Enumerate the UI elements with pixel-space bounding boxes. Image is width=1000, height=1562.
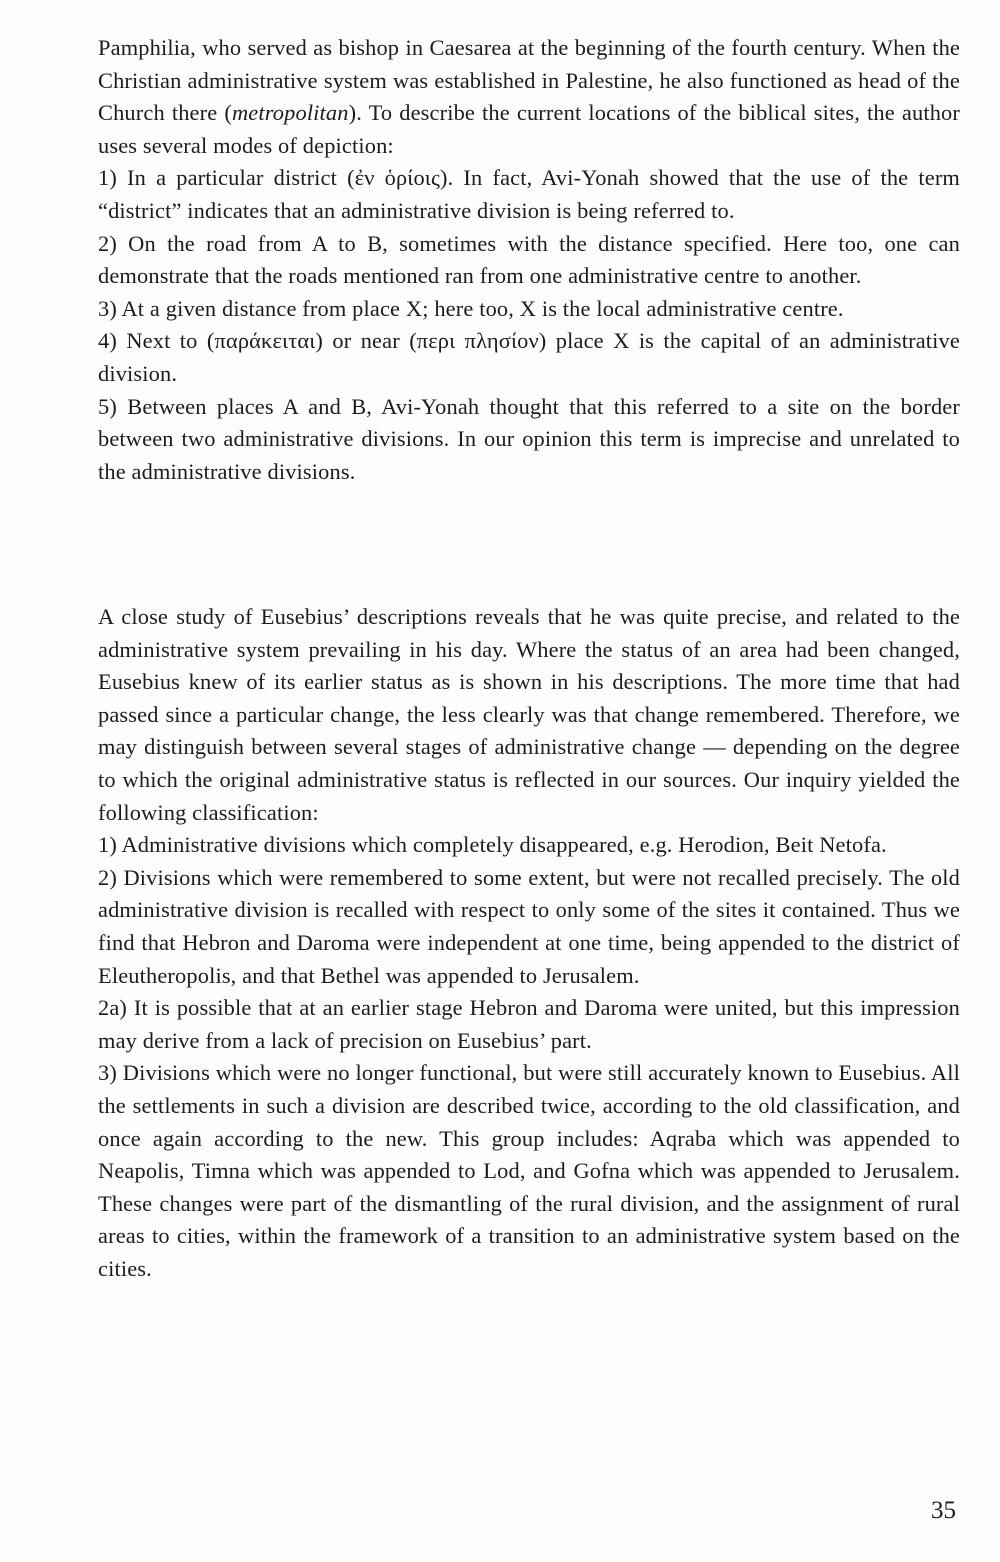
text-block-depiction-modes [98, 32, 960, 488]
list-item-class-2: 2) Divisions which were remembered to some extent, but were not recalled precisely. The old administrative division is recalled with respect to only some of the sites it contained. Thus we find that Hebron and Daroma were independent at one time, being appended to the district of Eleutheropolis, and that Bethel was appended to Jerusalem. [98, 864, 960, 988]
list-item-class-2a: 2a) It is possible that at an earlier stage Hebron and Daroma were united, but this impression may derive from a lack of precision on Eusebius’ part. [98, 995, 960, 1053]
paragraph-classification-intro: A close study of Eusebius’ descriptions reveals that he was quite precise, and related to the administrative system prevailing in his day. Where the status of an area had been changed, Eusebius knew of its earlier status as is shown in his descriptions. The more time that had passed since a particular change, the less clearly was that change remembered. Therefore, we may distinguish between several stages of administrative change — depending on the degree to which the original administrative status is reflected in our sources. Our inquiry yielded the following classification: [98, 604, 960, 825]
list-item-mode-1: 1) In a particular district (ἐν ὁρίοις). In fact, Avi-Yonah showed that the use of the term “district” indicates that an administrative division is being referred to. [98, 165, 960, 223]
intro-italic-term: metropolitan [231, 100, 349, 126]
text-block-classification [98, 601, 960, 1285]
list-item-mode-2: 2) On the road from A to B, sometimes with the distance specified. Here too, one can demonstrate that the roads mentioned ran from one administrative centre to another. [98, 230, 960, 289]
intro-text-start: Pamphilia, who served as bishop in Caesarea at the beginning of the fourth century. When the Christian administrative system was established in Palestine, he also functioned as head of the Church there ( [98, 35, 960, 126]
paragraph-intro [98, 32, 960, 162]
list-item-mode-3: 3) At a given distance from place X; here too, X is the local administrative centre. [98, 295, 844, 321]
list-item-mode-5: 5) Between places A and B, Avi-Yonah thought that this referred to a site on the border between two administrative divisions. In our opinion this term is imprecise and unrelated to the administrative divisions. [98, 393, 960, 484]
list-item-class-1: 1) Administrative divisions which completely disappeared, e.g. Herodion, Beit Netofa. [98, 832, 887, 858]
intro-text-end: ). To describe the current locations of the biblical sites, the author uses several modes of depiction: [98, 100, 960, 158]
list-item-class-3: 3) Divisions which were no longer functional, but were still accurately known to Eusebius. All the settlements in such a division are described twice, according to the old classification, and once again according to the new. This group includes: Aqraba which was appended to Neapolis, Timna which was appended to Lod, and Gofna which was appended to Jerusalem. These changes were part of the dismantling of the rural division, and the assignment of rural areas to cities, within the framework of a transition to an administrative system based on the cities. [98, 1060, 960, 1281]
page-number: 35 [931, 1497, 956, 1524]
list-item-mode-4: 4) Next to (παράκειται) or near (περι πλησίον) place X is the capital of an administrative division. [98, 328, 960, 386]
